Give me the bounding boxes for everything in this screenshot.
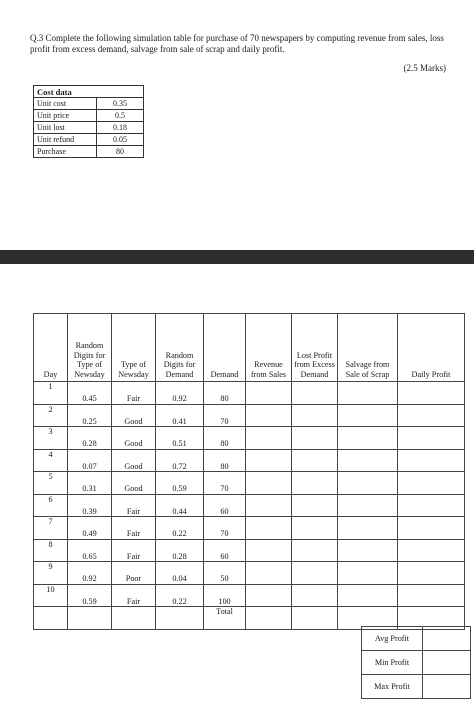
total-label: Total <box>204 607 246 630</box>
table-row <box>34 584 465 607</box>
cell-day: 10 <box>34 584 68 607</box>
col-rd-type: Random Digits for Type of Newsday <box>68 314 112 382</box>
col-revenue: Revenue from Sales <box>246 314 292 382</box>
simulation-table <box>33 313 465 630</box>
answer-cell[interactable] <box>398 449 465 472</box>
cell-rd-type: 0.28 <box>68 427 112 450</box>
answer-cell[interactable] <box>338 404 398 427</box>
cell-day: 7 <box>34 517 68 540</box>
answer-cell[interactable] <box>338 517 398 540</box>
cell-rd-type: 0.65 <box>68 539 112 562</box>
answer-cell[interactable] <box>338 382 398 405</box>
answer-cell[interactable] <box>246 449 292 472</box>
cost-row <box>34 134 144 146</box>
answer-cell[interactable] <box>246 539 292 562</box>
cost-label: Unit cost <box>34 98 97 110</box>
col-demand: Demand <box>204 314 246 382</box>
cell-rd-demand: 0.72 <box>156 449 204 472</box>
answer-cell[interactable] <box>292 427 338 450</box>
cost-label: Unit lost <box>34 122 97 134</box>
cell-rd-type: 0.25 <box>68 404 112 427</box>
cell-rd-type: 0.49 <box>68 517 112 540</box>
cell-type: Good <box>112 404 156 427</box>
col-day: Day <box>34 314 68 382</box>
cell-rd-demand: 0.04 <box>156 562 204 585</box>
cell-rd-demand: 0.92 <box>156 382 204 405</box>
answer-cell[interactable] <box>398 562 465 585</box>
col-daily-profit: Daily Profit <box>398 314 465 382</box>
answer-cell[interactable] <box>246 562 292 585</box>
answer-cell[interactable] <box>338 584 398 607</box>
cost-row <box>34 122 144 134</box>
cell-demand: 80 <box>204 427 246 450</box>
cell-day: 8 <box>34 539 68 562</box>
answer-cell[interactable] <box>246 584 292 607</box>
cell-day: 1 <box>34 382 68 405</box>
cell-demand: 50 <box>204 562 246 585</box>
cell-demand: 60 <box>204 494 246 517</box>
cell-demand: 70 <box>204 517 246 540</box>
cost-value: 80 <box>97 146 144 158</box>
cell-demand: 70 <box>204 472 246 495</box>
cell-rd-demand: 0.41 <box>156 404 204 427</box>
cell-demand: 100 <box>204 584 246 607</box>
cell-rd-type: 0.39 <box>68 494 112 517</box>
answer-cell[interactable] <box>398 427 465 450</box>
cell-type: Fair <box>112 494 156 517</box>
answer-cell[interactable] <box>292 494 338 517</box>
answer-cell[interactable] <box>292 382 338 405</box>
answer-cell[interactable] <box>398 539 465 562</box>
max-profit-value[interactable] <box>423 675 471 699</box>
marks-label: (2.5 Marks) <box>403 63 446 73</box>
answer-cell[interactable] <box>246 382 292 405</box>
cell-demand: 60 <box>204 539 246 562</box>
answer-cell[interactable] <box>398 472 465 495</box>
avg-profit-value[interactable] <box>423 627 471 651</box>
cell-day: 3 <box>34 427 68 450</box>
cell-rd-type: 0.45 <box>68 382 112 405</box>
table-row <box>34 404 465 427</box>
cell-day: 5 <box>34 472 68 495</box>
answer-cell[interactable] <box>338 472 398 495</box>
answer-cell[interactable] <box>292 607 338 630</box>
answer-cell[interactable] <box>292 562 338 585</box>
cell-rd-type: 0.07 <box>68 449 112 472</box>
min-profit-value[interactable] <box>423 651 471 675</box>
table-row <box>34 517 465 540</box>
cell-rd-demand: 0.59 <box>156 472 204 495</box>
answer-cell[interactable] <box>338 539 398 562</box>
header-row <box>34 314 465 382</box>
summary-table <box>361 626 471 699</box>
cost-data-table <box>33 85 144 158</box>
answer-cell[interactable] <box>398 517 465 540</box>
cost-row <box>34 110 144 122</box>
answer-cell[interactable] <box>246 427 292 450</box>
divider-band <box>0 250 474 264</box>
cell-rd-demand: 0.22 <box>156 517 204 540</box>
answer-cell[interactable] <box>338 449 398 472</box>
table-row <box>34 472 465 495</box>
cost-value: 0.05 <box>97 134 144 146</box>
cost-value: 0.5 <box>97 110 144 122</box>
cell-day: 4 <box>34 449 68 472</box>
answer-cell[interactable] <box>292 404 338 427</box>
cell-rd-type: 0.92 <box>68 562 112 585</box>
col-type: Type of Newsday <box>112 314 156 382</box>
table-row <box>34 427 465 450</box>
col-rd-demand: Random Digits for Demand <box>156 314 204 382</box>
answer-cell[interactable] <box>338 427 398 450</box>
cost-table-header: Cost data <box>34 86 144 98</box>
cell-demand: 70 <box>204 404 246 427</box>
cost-row <box>34 146 144 158</box>
answer-cell[interactable] <box>246 517 292 540</box>
answer-cell[interactable] <box>398 584 465 607</box>
answer-cell[interactable] <box>246 494 292 517</box>
question-text: Q.3 Complete the following simulation table for purchase of 70 newspapers by computing revenue from sales, loss profit from excess demand, salvage from sale of scrap and daily profit. <box>30 33 444 54</box>
answer-cell[interactable] <box>246 607 292 630</box>
cost-label: Unit price <box>34 110 97 122</box>
cell-type: Fair <box>112 517 156 540</box>
cell-type: Poor <box>112 562 156 585</box>
answer-cell[interactable] <box>246 472 292 495</box>
cost-label: Unit refund <box>34 134 97 146</box>
table-row <box>34 539 465 562</box>
cell-rd-demand: 0.44 <box>156 494 204 517</box>
col-salvage: Salvage from Sale of Scrap <box>338 314 398 382</box>
cell-day: 9 <box>34 562 68 585</box>
cost-value: 0.18 <box>97 122 144 134</box>
avg-profit-label: Avg Profit <box>362 627 423 651</box>
min-profit-label: Min Profit <box>362 651 423 675</box>
answer-cell[interactable] <box>246 404 292 427</box>
cell-type: Good <box>112 472 156 495</box>
cell-day: 6 <box>34 494 68 517</box>
answer-cell[interactable] <box>292 472 338 495</box>
cell-day: 2 <box>34 404 68 427</box>
col-lost-profit: Lost Profit from Excess Demand <box>292 314 338 382</box>
table-row <box>34 562 465 585</box>
answer-cell[interactable] <box>398 494 465 517</box>
answer-cell[interactable] <box>292 539 338 562</box>
cell-rd-demand: 0.51 <box>156 427 204 450</box>
answer-cell[interactable] <box>398 404 465 427</box>
cell-demand: 80 <box>204 382 246 405</box>
cell-type: Fair <box>112 539 156 562</box>
max-profit-label: Max Profit <box>362 675 423 699</box>
cell-type: Good <box>112 449 156 472</box>
cell-rd-type: 0.31 <box>68 472 112 495</box>
cost-row <box>34 98 144 110</box>
table-row <box>34 449 465 472</box>
table-row <box>34 382 465 405</box>
cell-type: Good <box>112 427 156 450</box>
cell-rd-demand: 0.28 <box>156 539 204 562</box>
cell-type: Fair <box>112 584 156 607</box>
answer-cell[interactable] <box>292 517 338 540</box>
cell-demand: 80 <box>204 449 246 472</box>
cell-rd-demand: 0.22 <box>156 584 204 607</box>
answer-cell[interactable] <box>338 562 398 585</box>
answer-cell[interactable] <box>292 449 338 472</box>
answer-cell[interactable] <box>338 494 398 517</box>
cost-label: Purchase <box>34 146 97 158</box>
cell-type: Fair <box>112 382 156 405</box>
cell-rd-type: 0.59 <box>68 584 112 607</box>
cost-value: 0.35 <box>97 98 144 110</box>
table-row <box>34 494 465 517</box>
answer-cell[interactable] <box>292 584 338 607</box>
answer-cell[interactable] <box>398 382 465 405</box>
